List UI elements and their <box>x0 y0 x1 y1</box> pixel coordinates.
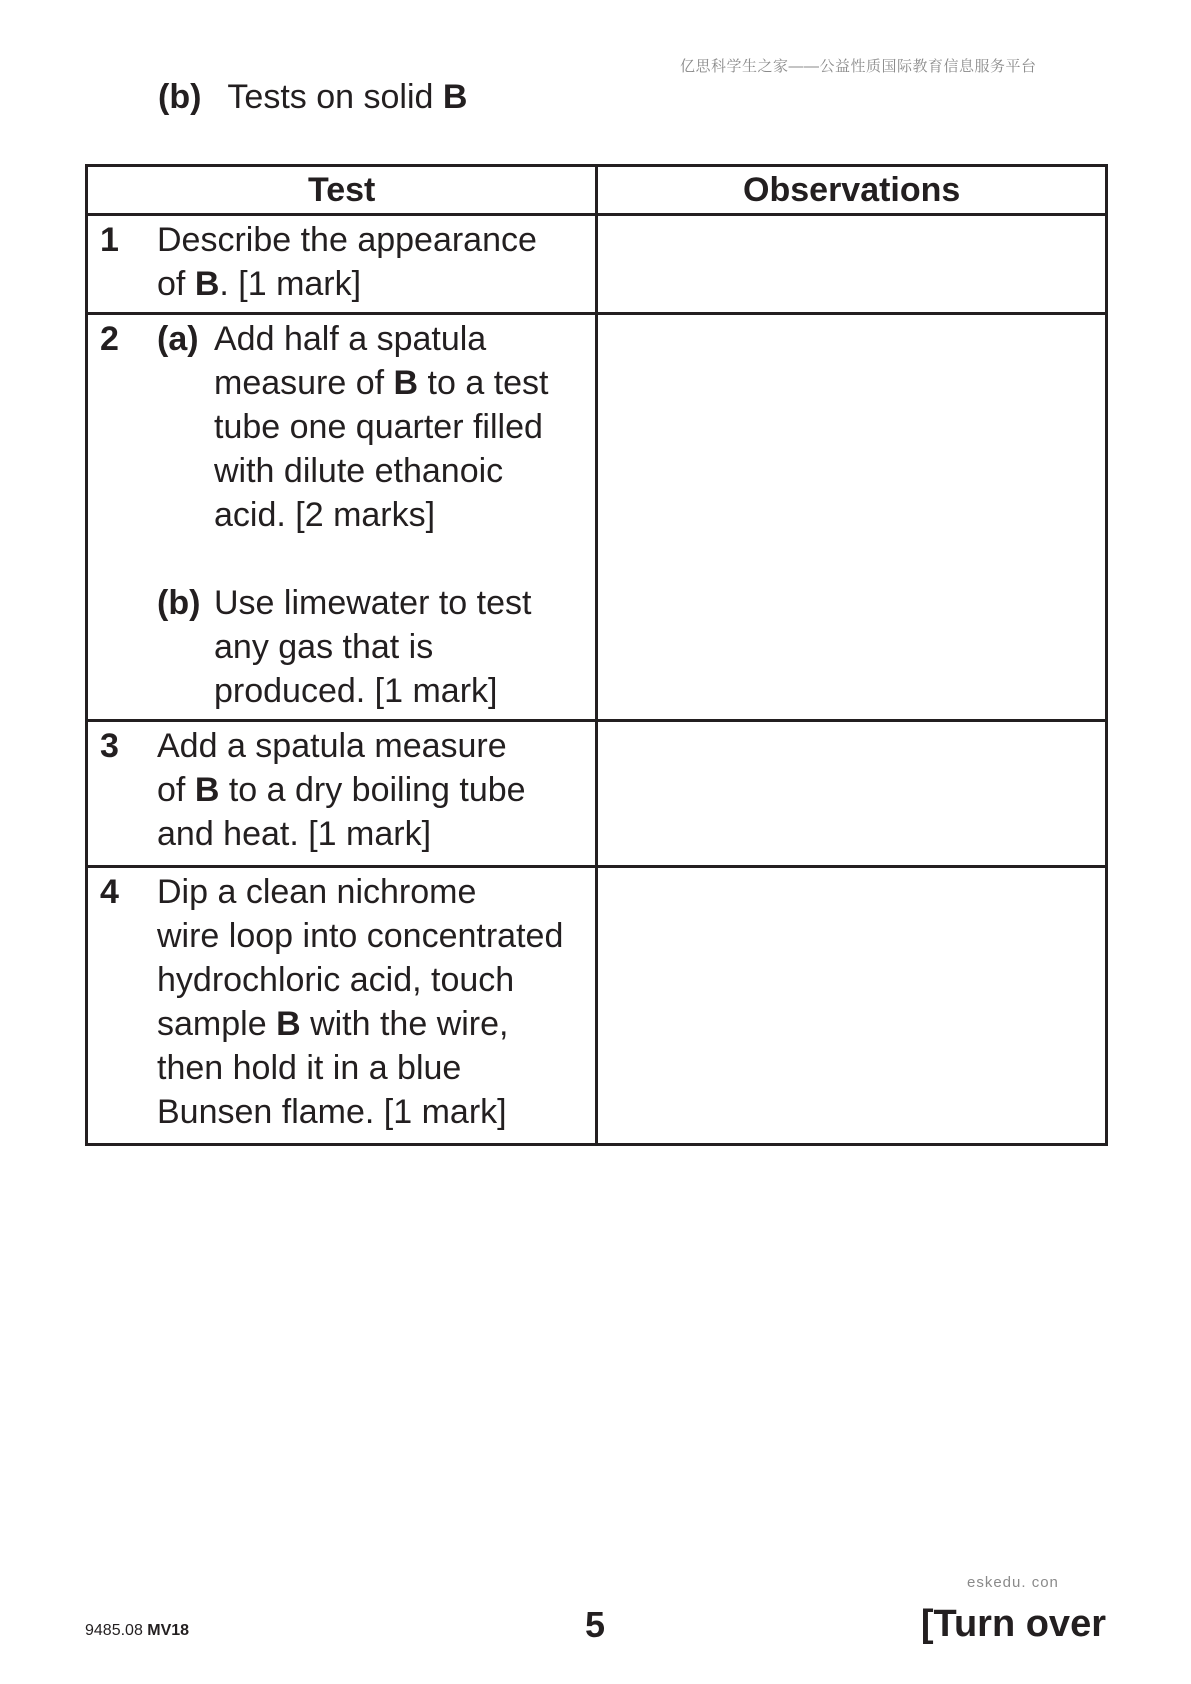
text-line: Use limewater to test <box>214 584 532 622</box>
row-number: 1 <box>100 221 119 259</box>
text-line: acid. [2 marks] <box>214 496 436 534</box>
section-heading <box>158 78 467 117</box>
text-line: Add half a spatula <box>214 320 487 358</box>
observation-cell[interactable] <box>597 314 1107 721</box>
text-line: measure of B to a test <box>214 364 549 402</box>
text-line: of B. [1 mark] <box>157 265 362 303</box>
table-row <box>87 867 1107 1145</box>
text-line: with dilute ethanoic <box>214 452 504 490</box>
row-number: 3 <box>100 727 119 765</box>
text-line: Add a spatula measure <box>157 727 507 765</box>
test-description <box>157 317 589 713</box>
text-line: tube one quarter filled <box>214 408 543 446</box>
test-cell <box>87 215 597 314</box>
row-number: 4 <box>100 873 119 911</box>
row-number: 2 <box>100 320 119 358</box>
header-test: Test <box>87 166 597 215</box>
test-description <box>157 870 589 1134</box>
text-line: and heat. [1 mark] <box>157 815 432 853</box>
text-line: any gas that is <box>214 628 434 666</box>
paper-code-bold: MV18 <box>147 1622 190 1639</box>
sub-part-label: (a) <box>157 320 199 358</box>
watermark-top: 亿思科学生之家——公益性质国际教育信息服务平台 <box>680 58 1037 75</box>
test-description <box>157 218 589 306</box>
test-description <box>157 724 589 856</box>
text-line: produced. [1 mark] <box>214 672 498 710</box>
observation-cell[interactable] <box>597 721 1107 867</box>
paper-code <box>85 1622 189 1640</box>
page-number: 5 <box>585 1604 606 1645</box>
test-cell <box>87 867 597 1145</box>
sub-part-label: (b) <box>157 584 201 622</box>
text-line: sample B with the wire, <box>157 1005 509 1043</box>
observation-cell[interactable] <box>597 867 1107 1145</box>
table-row <box>87 721 1107 867</box>
section-label: (b) <box>158 78 202 116</box>
text-line: of B to a dry boiling tube <box>157 771 526 809</box>
tests-table <box>85 164 1108 1146</box>
text-line: Describe the appearance <box>157 221 537 259</box>
test-cell <box>87 721 597 867</box>
section-title-bold: B <box>442 78 468 116</box>
text-line: Bunsen flame. [1 mark] <box>157 1093 507 1131</box>
observation-cell[interactable] <box>597 215 1107 314</box>
sub-part <box>157 581 589 713</box>
table-header-row <box>87 166 1107 215</box>
table-row <box>87 314 1107 721</box>
text-line: Dip a clean nichrome <box>157 873 477 911</box>
table-row <box>87 215 1107 314</box>
turn-over-label: [Turn over <box>920 1603 1106 1645</box>
section-title: Tests on solid <box>227 78 443 116</box>
sub-part <box>157 317 589 537</box>
text-line: wire loop into concentrated <box>157 917 564 955</box>
test-cell <box>87 314 597 721</box>
text-line: hydrochloric acid, touch <box>157 961 515 999</box>
text-line: then hold it in a blue <box>157 1049 462 1087</box>
watermark-bottom: eskedu. con <box>967 1574 1059 1591</box>
header-observations: Observations <box>597 166 1107 215</box>
paper-code-plain: 9485.08 <box>85 1622 148 1639</box>
